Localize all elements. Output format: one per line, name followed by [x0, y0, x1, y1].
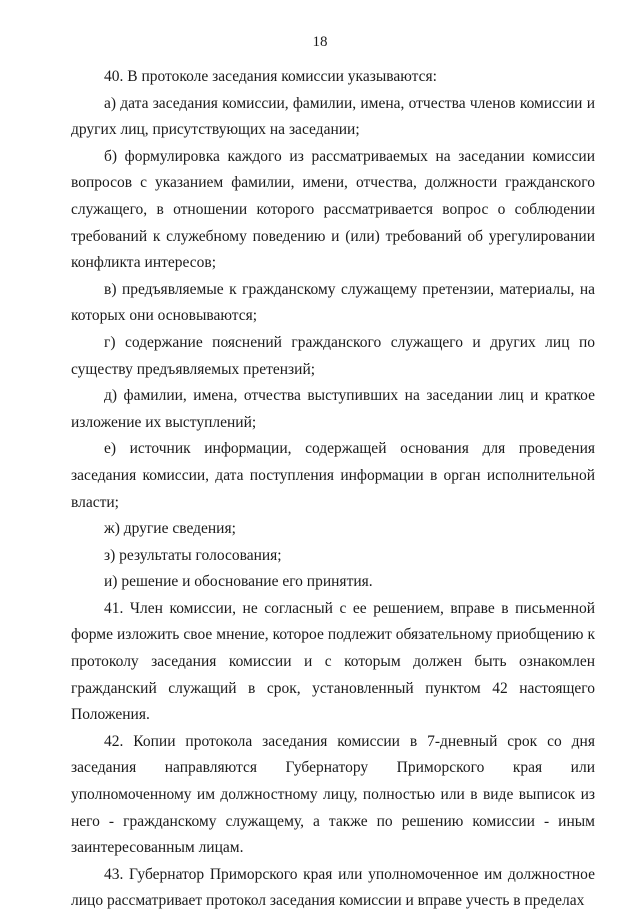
paragraph-40b: б) формулировка каждого из рассматриваемых на заседании комиссии вопросов с указанием фамилии, имени, отчества, должности гражданского служащего, в отношении которого рассматривается вопрос о соблюдении требований к служебному поведению и (или) требований об урегулировании конфликта интересов; — [71, 147, 595, 272]
paragraph-41: 41. Член комиссии, не согласный с ее решением, вправе в письменной форме изложить свое мнение, которое подлежит обязательному приобщению к протоколу заседания комиссии и с которым должен быть ознакомлен гражданский служащий в срок, установленный пунктом 42 настоящего Положения. — [71, 599, 595, 724]
paragraph-40: 40. В протоколе заседания комиссии указываются: — [104, 68, 437, 85]
page-number: 18 — [312, 34, 328, 50]
paragraph-40a: а) дата заседания комиссии, фамилии, имена, отчества членов комиссии и других лиц, присутствующих на заседании; — [71, 94, 595, 139]
paragraph-40v: в) предъявляемые к гражданскому служащему претензии, материалы, на которых они основываются; — [71, 280, 595, 325]
paragraph-40g: г) содержание пояснений гражданского служащего и других лиц по существу предъявляемых претензий; — [71, 333, 595, 378]
paragraph-43: 43. Губернатор Приморского края или уполномоченное им должностное лицо рассматривает протокол заседания комиссии и вправе учесть в пределах — [71, 865, 595, 910]
document-body — [71, 64, 595, 915]
paragraph-40z: з) результаты голосования; — [104, 546, 282, 564]
paragraph-40zh: ж) другие сведения; — [104, 520, 236, 538]
paragraph-40i: и) решение и обоснование его принятия. — [104, 573, 373, 591]
paragraph-40e: е) источник информации, содержащей основания для проведения заседания комиссии, дата поступления информации в орган исполнительной власти; — [71, 440, 595, 511]
paragraph-42: 42. Копии протокола заседания комиссии в 7-дневный срок со дня заседания направляются Губернатору Приморского края или уполномоченному им должностному лицу, полностью или в виде выписок из него - гражданскому служащему, а также по решению комиссии - иным заинтересованным лицам. — [71, 732, 595, 857]
paragraph-40d: д) фамилии, имена, отчества выступивших на заседании лиц и краткое изложение их выступлений; — [71, 387, 595, 431]
